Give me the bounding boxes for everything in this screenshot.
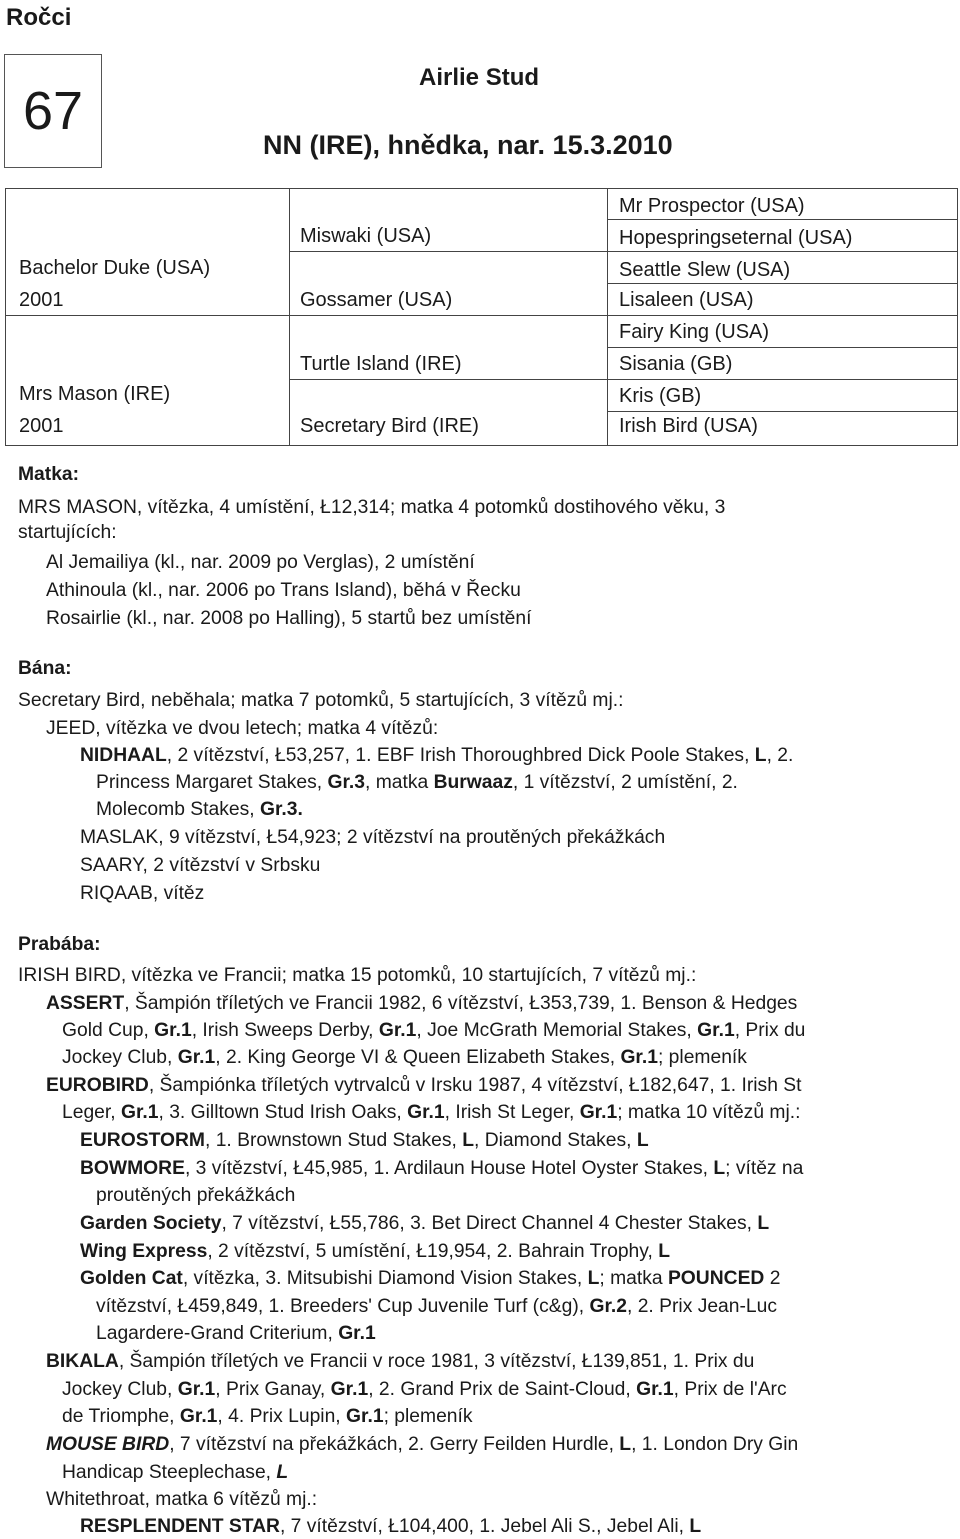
offspring-item: Athinoula (kl., nar. 2006 po Trans Island), běhá v Řecku [46,580,521,601]
descendant-entry: Leger, Gr.1, 3. Gilltown Stud Irish Oaks, Gr.1, Irish St Leger, Gr.1; matka 10 vítězů mj.: [62,1102,801,1123]
great-grandparent: Mr Prospector (USA) [619,195,805,217]
descendant-entry: Lagardere-Grand Criterium, Gr.1 [96,1323,376,1344]
descendant-entry: Handicap Steeplechase, L [62,1462,289,1483]
section-title: Ročci [6,4,72,31]
horse-title: NN (IRE), hnědka, nar. 15.3.2010 [263,130,673,160]
descendant-entry: Whitethroat, matka 6 vítězů mj.: [46,1489,318,1510]
offspring-item: Al Jemailiya (kl., nar. 2009 po Verglas), 2 umístění [46,552,475,573]
grandparent: Turtle Island (IRE) [300,353,462,375]
descendant-entry: Jockey Club, Gr.1, Prix Ganay, Gr.1, 2. Grand Prix de Saint-Cloud, Gr.1, Prix de l'Arc [62,1379,787,1400]
descendant-entry: NIDHAAL, 2 vítězství, Ł53,257, 1. EBF Irish Thoroughbred Dick Poole Stakes, L, 2. [80,745,794,766]
great-grandparent: Hopespringseternal (USA) [619,227,853,249]
great-grandparent: Sisania (GB) [619,353,733,375]
bana-line: Secretary Bird, neběhala; matka 7 potomků, 5 startujících, 3 vítězů mj.: [18,690,624,711]
prababa-line: IRISH BIRD, vítězka ve Francii; matka 15 potomků, 10 startujících, 7 vítězů mj.: [18,965,697,986]
descendant-entry: MASLAK, 9 vítězství, Ł54,923; 2 vítězství na proutěných překážkách [80,827,666,848]
great-grandparent: Lisaleen (USA) [619,289,754,311]
matka-line: MRS MASON, vítězka, 4 umístění, Ł12,314; matka 4 potomků dostihového věku, 3 [18,497,726,518]
descendant-entry: de Triomphe, Gr.1, 4. Prix Lupin, Gr.1; plemeník [62,1406,473,1427]
dam-name: Mrs Mason (IRE) [19,383,171,405]
descendant-entry: ASSERT, Šampión tříletých ve Francii 1982, 6 vítězství, Ł353,739, 1. Benson & Hedges [46,993,798,1014]
great-grandparent: Kris (GB) [619,385,702,407]
descendant-entry: Wing Express, 2 vítězství, 5 umístění, Ł19,954, 2. Bahrain Trophy, L [80,1241,670,1262]
stud-name: Airlie Stud [419,64,540,91]
pedigree-table [5,188,958,446]
descendant-entry: EUROBIRD, Šampiónka tříletých vytrvalců v Irsku 1987, 4 vítězství, Ł182,647, 1. Irish St [46,1075,802,1096]
descendant-entry: RIQAAB, vítěz [80,883,205,904]
descendant-entry: EUROSTORM, 1. Brownstown Stud Stakes, L, Diamond Stakes, L [80,1130,649,1151]
descendant-entry: Garden Society, 7 vítězství, Ł55,786, 3. Bet Direct Channel 4 Chester Stakes, L [80,1213,770,1234]
descendant-entry: Jockey Club, Gr.1, 2. King George VI & Queen Elizabeth Stakes, Gr.1; plemeník [62,1047,747,1068]
descendant-entry: RESPLENDENT STAR, 7 vítězství, Ł104,400, 1. Jebel Ali S., Jebel Ali, L [80,1516,702,1537]
descendant-entry: BOWMORE, 3 vítězství, Ł45,985, 1. Ardilaun House Hotel Oyster Stakes, L; vítěz na [80,1158,804,1179]
prababa-heading: Prabába: [18,934,101,955]
sire-year: 2001 [19,289,64,311]
descendant-entry: SAARY, 2 vítězství v Srbsku [80,855,321,876]
sire-name: Bachelor Duke (USA) [19,257,211,279]
grandparent: Miswaki (USA) [300,225,432,247]
great-grandparent: Fairy King (USA) [619,321,770,343]
offspring-item: JEED, vítězka ve dvou letech; matka 4 vítězů: [46,718,439,739]
bana-heading: Bána: [18,658,72,679]
matka-line: startujících: [18,522,117,543]
descendant-entry: Golden Cat, vítězka, 3. Mitsubishi Diamond Vision Stakes, L; matka POUNCED 2 [80,1268,781,1289]
descendant-entry: proutěných překážkách [96,1185,296,1206]
descendant-entry: BIKALA, Šampión tříletých ve Francii v roce 1981, 3 vítězství, Ł139,851, 1. Prix du [46,1351,755,1372]
descendant-entry: Molecomb Stakes, Gr.3. [96,799,303,820]
descendant-entry: Gold Cup, Gr.1, Irish Sweeps Derby, Gr.1, Joe McGrath Memorial Stakes, Gr.1, Prix du [62,1020,806,1041]
lot-number: 67 [4,54,102,168]
descendant-entry: Princess Margaret Stakes, Gr.3, matka Burwaaz, 1 vítězství, 2 umístění, 2. [96,772,738,793]
grandparent: Gossamer (USA) [300,289,453,311]
descendant-entry: vítězství, Ł459,849, 1. Breeders' Cup Juvenile Turf (c&g), Gr.2, 2. Prix Jean-Luc [96,1296,778,1317]
great-grandparent: Irish Bird (USA) [619,415,758,437]
dam-year: 2001 [19,415,64,437]
offspring-item: Rosairlie (kl., nar. 2008 po Halling), 5 startů bez umístění [46,608,532,629]
grandparent: Secretary Bird (IRE) [300,415,479,437]
descendant-entry: MOUSE BIRD, 7 vítězství na překážkách, 2. Gerry Feilden Hurdle, L, 1. London Dry Gin [46,1434,799,1455]
great-grandparent: Seattle Slew (USA) [619,259,791,281]
matka-heading: Matka: [18,464,80,485]
